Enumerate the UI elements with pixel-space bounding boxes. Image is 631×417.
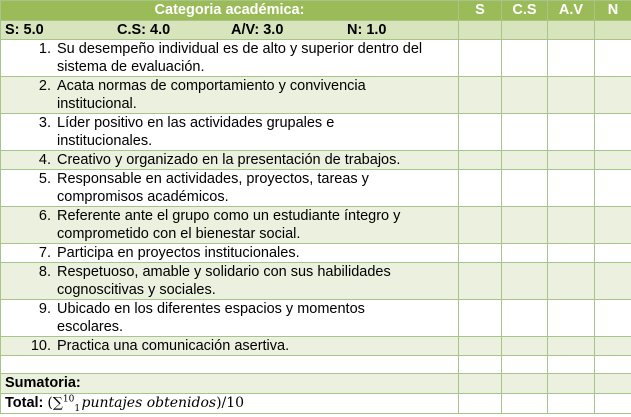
total-row bbox=[1, 394, 631, 414]
checkbox-n[interactable] bbox=[595, 337, 631, 356]
scale-n: N: 1.0 bbox=[347, 22, 387, 38]
scale-row bbox=[1, 21, 631, 40]
checkbox-av[interactable] bbox=[548, 337, 595, 356]
checkbox-cs[interactable] bbox=[502, 244, 548, 263]
checkbox-n[interactable] bbox=[595, 151, 631, 170]
checkbox-cs[interactable] bbox=[502, 263, 548, 300]
checkbox-cs[interactable] bbox=[502, 337, 548, 356]
criterion-cell: 1. Su desempeño individual es de alto y superior dentro del sistema de evaluación. bbox=[1, 40, 459, 77]
sumatoria-label: Sumatoria: bbox=[1, 374, 459, 394]
table-row bbox=[1, 300, 631, 337]
checkbox-av[interactable] bbox=[548, 114, 595, 151]
checkbox-cs[interactable] bbox=[502, 300, 548, 337]
checkbox-s[interactable] bbox=[459, 77, 502, 114]
checkbox-s[interactable] bbox=[459, 114, 502, 151]
header-row bbox=[1, 1, 631, 21]
table-row bbox=[1, 151, 631, 170]
column-header-av: A.V bbox=[548, 1, 595, 21]
criterion-cell: 6. Referente ante el grupo como un estudiante íntegro y comprometido con el bienestar social. bbox=[1, 207, 459, 244]
checkbox-cs[interactable] bbox=[502, 40, 548, 77]
column-header-n: N bbox=[595, 1, 631, 21]
checkbox-s[interactable] bbox=[459, 40, 502, 77]
criterion-cell: 10. Practica una comunicación asertiva. bbox=[1, 337, 459, 356]
column-header-cs: C.S bbox=[502, 1, 548, 21]
checkbox-av[interactable] bbox=[548, 151, 595, 170]
checkbox-av[interactable] bbox=[548, 40, 595, 77]
checkbox-av[interactable] bbox=[548, 170, 595, 207]
criterion-cell: 9. Ubicado en los diferentes espacios y momentos escolares. bbox=[1, 300, 459, 337]
checkbox-n[interactable] bbox=[595, 40, 631, 77]
table-row bbox=[1, 77, 631, 114]
criterion-cell: 7. Participa en proyectos institucionales. bbox=[1, 244, 459, 263]
checkbox-av[interactable] bbox=[548, 263, 595, 300]
checkbox-n[interactable] bbox=[595, 77, 631, 114]
checkbox-av[interactable] bbox=[548, 244, 595, 263]
scale-legend bbox=[1, 21, 459, 40]
total-formula: (∑$^{10}_1$ puntajes obtenidos)/10 bbox=[47, 394, 245, 414]
checkbox-n[interactable] bbox=[595, 300, 631, 337]
checkbox-cs[interactable] bbox=[502, 114, 548, 151]
table-row bbox=[1, 207, 631, 244]
checkbox-cs[interactable] bbox=[502, 170, 548, 207]
total-cell bbox=[1, 394, 459, 414]
checkbox-s[interactable] bbox=[459, 263, 502, 300]
scale-cs: C.S: 4.0 bbox=[117, 22, 171, 38]
sumatoria-row bbox=[1, 374, 631, 394]
checkbox-s[interactable] bbox=[459, 300, 502, 337]
scale-av: A/V: 3.0 bbox=[231, 22, 284, 38]
criterion-cell: 3. Líder positivo en las actividades grupales e institucionales. bbox=[1, 114, 459, 151]
checkbox-s[interactable] bbox=[459, 207, 502, 244]
criterion-cell: 4. Creativo y organizado en la presentación de trabajos. bbox=[1, 151, 459, 170]
checkbox-n[interactable] bbox=[595, 263, 631, 300]
table-row bbox=[1, 244, 631, 263]
criterion-cell: 5. Responsable en actividades, proyectos, tareas y compromisos académicos. bbox=[1, 170, 459, 207]
checkbox-n[interactable] bbox=[595, 244, 631, 263]
criterion-cell: 2. Acata normas de comportamiento y convivencia institucional. bbox=[1, 77, 459, 114]
checkbox-cs[interactable] bbox=[502, 207, 548, 244]
criterion-cell: 8. Respetuoso, amable y solidario con sus habilidades cognoscitivas y sociales. bbox=[1, 263, 459, 300]
checkbox-s[interactable] bbox=[459, 337, 502, 356]
checkbox-n[interactable] bbox=[595, 207, 631, 244]
spacer-row bbox=[1, 356, 631, 374]
table-row bbox=[1, 170, 631, 207]
category-title: Categoria académica: bbox=[1, 1, 459, 21]
checkbox-n[interactable] bbox=[595, 114, 631, 151]
checkbox-cs[interactable] bbox=[502, 151, 548, 170]
checkbox-av[interactable] bbox=[548, 207, 595, 244]
checkbox-av[interactable] bbox=[548, 300, 595, 337]
total-label: Total: bbox=[5, 395, 44, 411]
checkbox-cs[interactable] bbox=[502, 77, 548, 114]
table-row bbox=[1, 337, 631, 356]
checkbox-n[interactable] bbox=[595, 170, 631, 207]
checkbox-s[interactable] bbox=[459, 151, 502, 170]
table-row bbox=[1, 263, 631, 300]
checkbox-av[interactable] bbox=[548, 77, 595, 114]
checkbox-s[interactable] bbox=[459, 170, 502, 207]
checkbox-s[interactable] bbox=[459, 244, 502, 263]
table-row bbox=[1, 40, 631, 77]
column-header-s: S bbox=[459, 1, 502, 21]
scale-s: S: 5.0 bbox=[5, 22, 44, 38]
table-row bbox=[1, 114, 631, 151]
